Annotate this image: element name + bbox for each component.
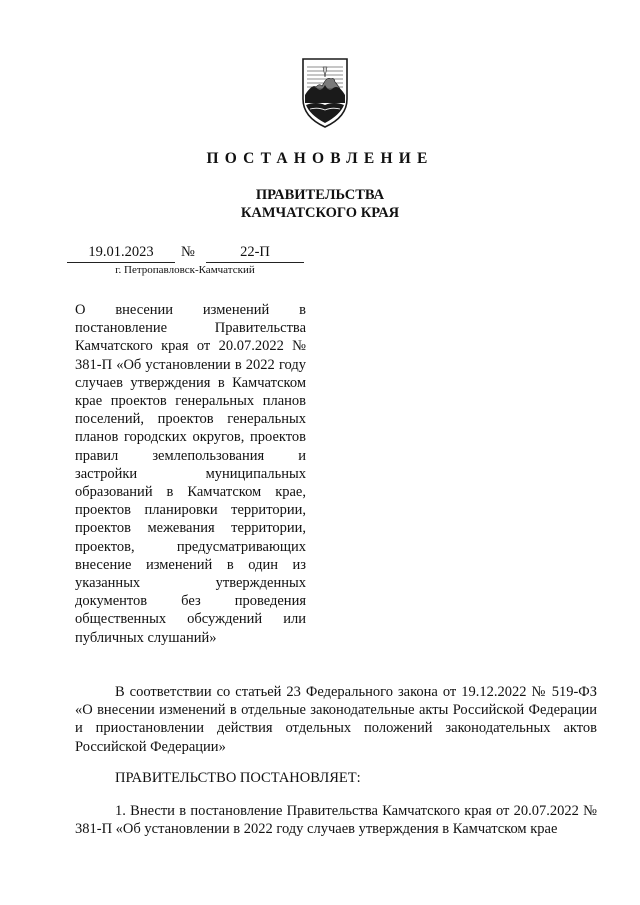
number-sign: № xyxy=(181,244,195,260)
document-number: 22-П xyxy=(240,244,270,260)
issue-place: г. Петропавловск-Камчатский xyxy=(115,264,255,276)
item-1-paragraph: 1. Внести в постановление Правительства Камчатского края от 20.07.2022 № 381-П «Об установлении в 2022 году случаев утверждения в Камчатском крае xyxy=(75,803,597,838)
document-subject: О внесении изменений в постановление Правительства Камчатского края от 20.07.2022 № 381-П «Об установлении в 2022 году случаев утверждения в Камчатском крае проектов генеральных планов поселений, проектов генеральных планов городских округов, проектов правил землепользования и застройки муниципальных образований в Камчатском крае, проектов планировки территории, проектов межевания территории, проектов, предусматривающих внесение изменений в один из указанных утвержденных документов без проведения общественных обсуждений или публичных слушаний» xyxy=(75,302,306,646)
date-underline xyxy=(67,262,175,263)
coat-of-arms-icon xyxy=(300,55,350,129)
decree-line: ПРАВИТЕЛЬСТВО ПОСТАНОВЛЯЕТ: xyxy=(115,770,361,786)
document-type-title: ПОСТАНОВЛЕНИЕ xyxy=(206,150,434,167)
number-underline xyxy=(206,262,304,263)
preamble-paragraph: В соответствии со статьей 23 Федерального закона от 19.12.2022 № 519-ФЗ «О внесении изменений в отдельные законодательные акты Российской Федерации и приостановлении действия отдельных положений законодательных актов Российской Федерации» xyxy=(75,684,597,755)
document-date: 19.01.2023 xyxy=(88,244,154,260)
issuer-line-2: КАМЧАТСКОГО КРАЯ xyxy=(240,205,400,221)
issuer-line-1: ПРАВИТЕЛЬСТВА xyxy=(255,187,385,203)
